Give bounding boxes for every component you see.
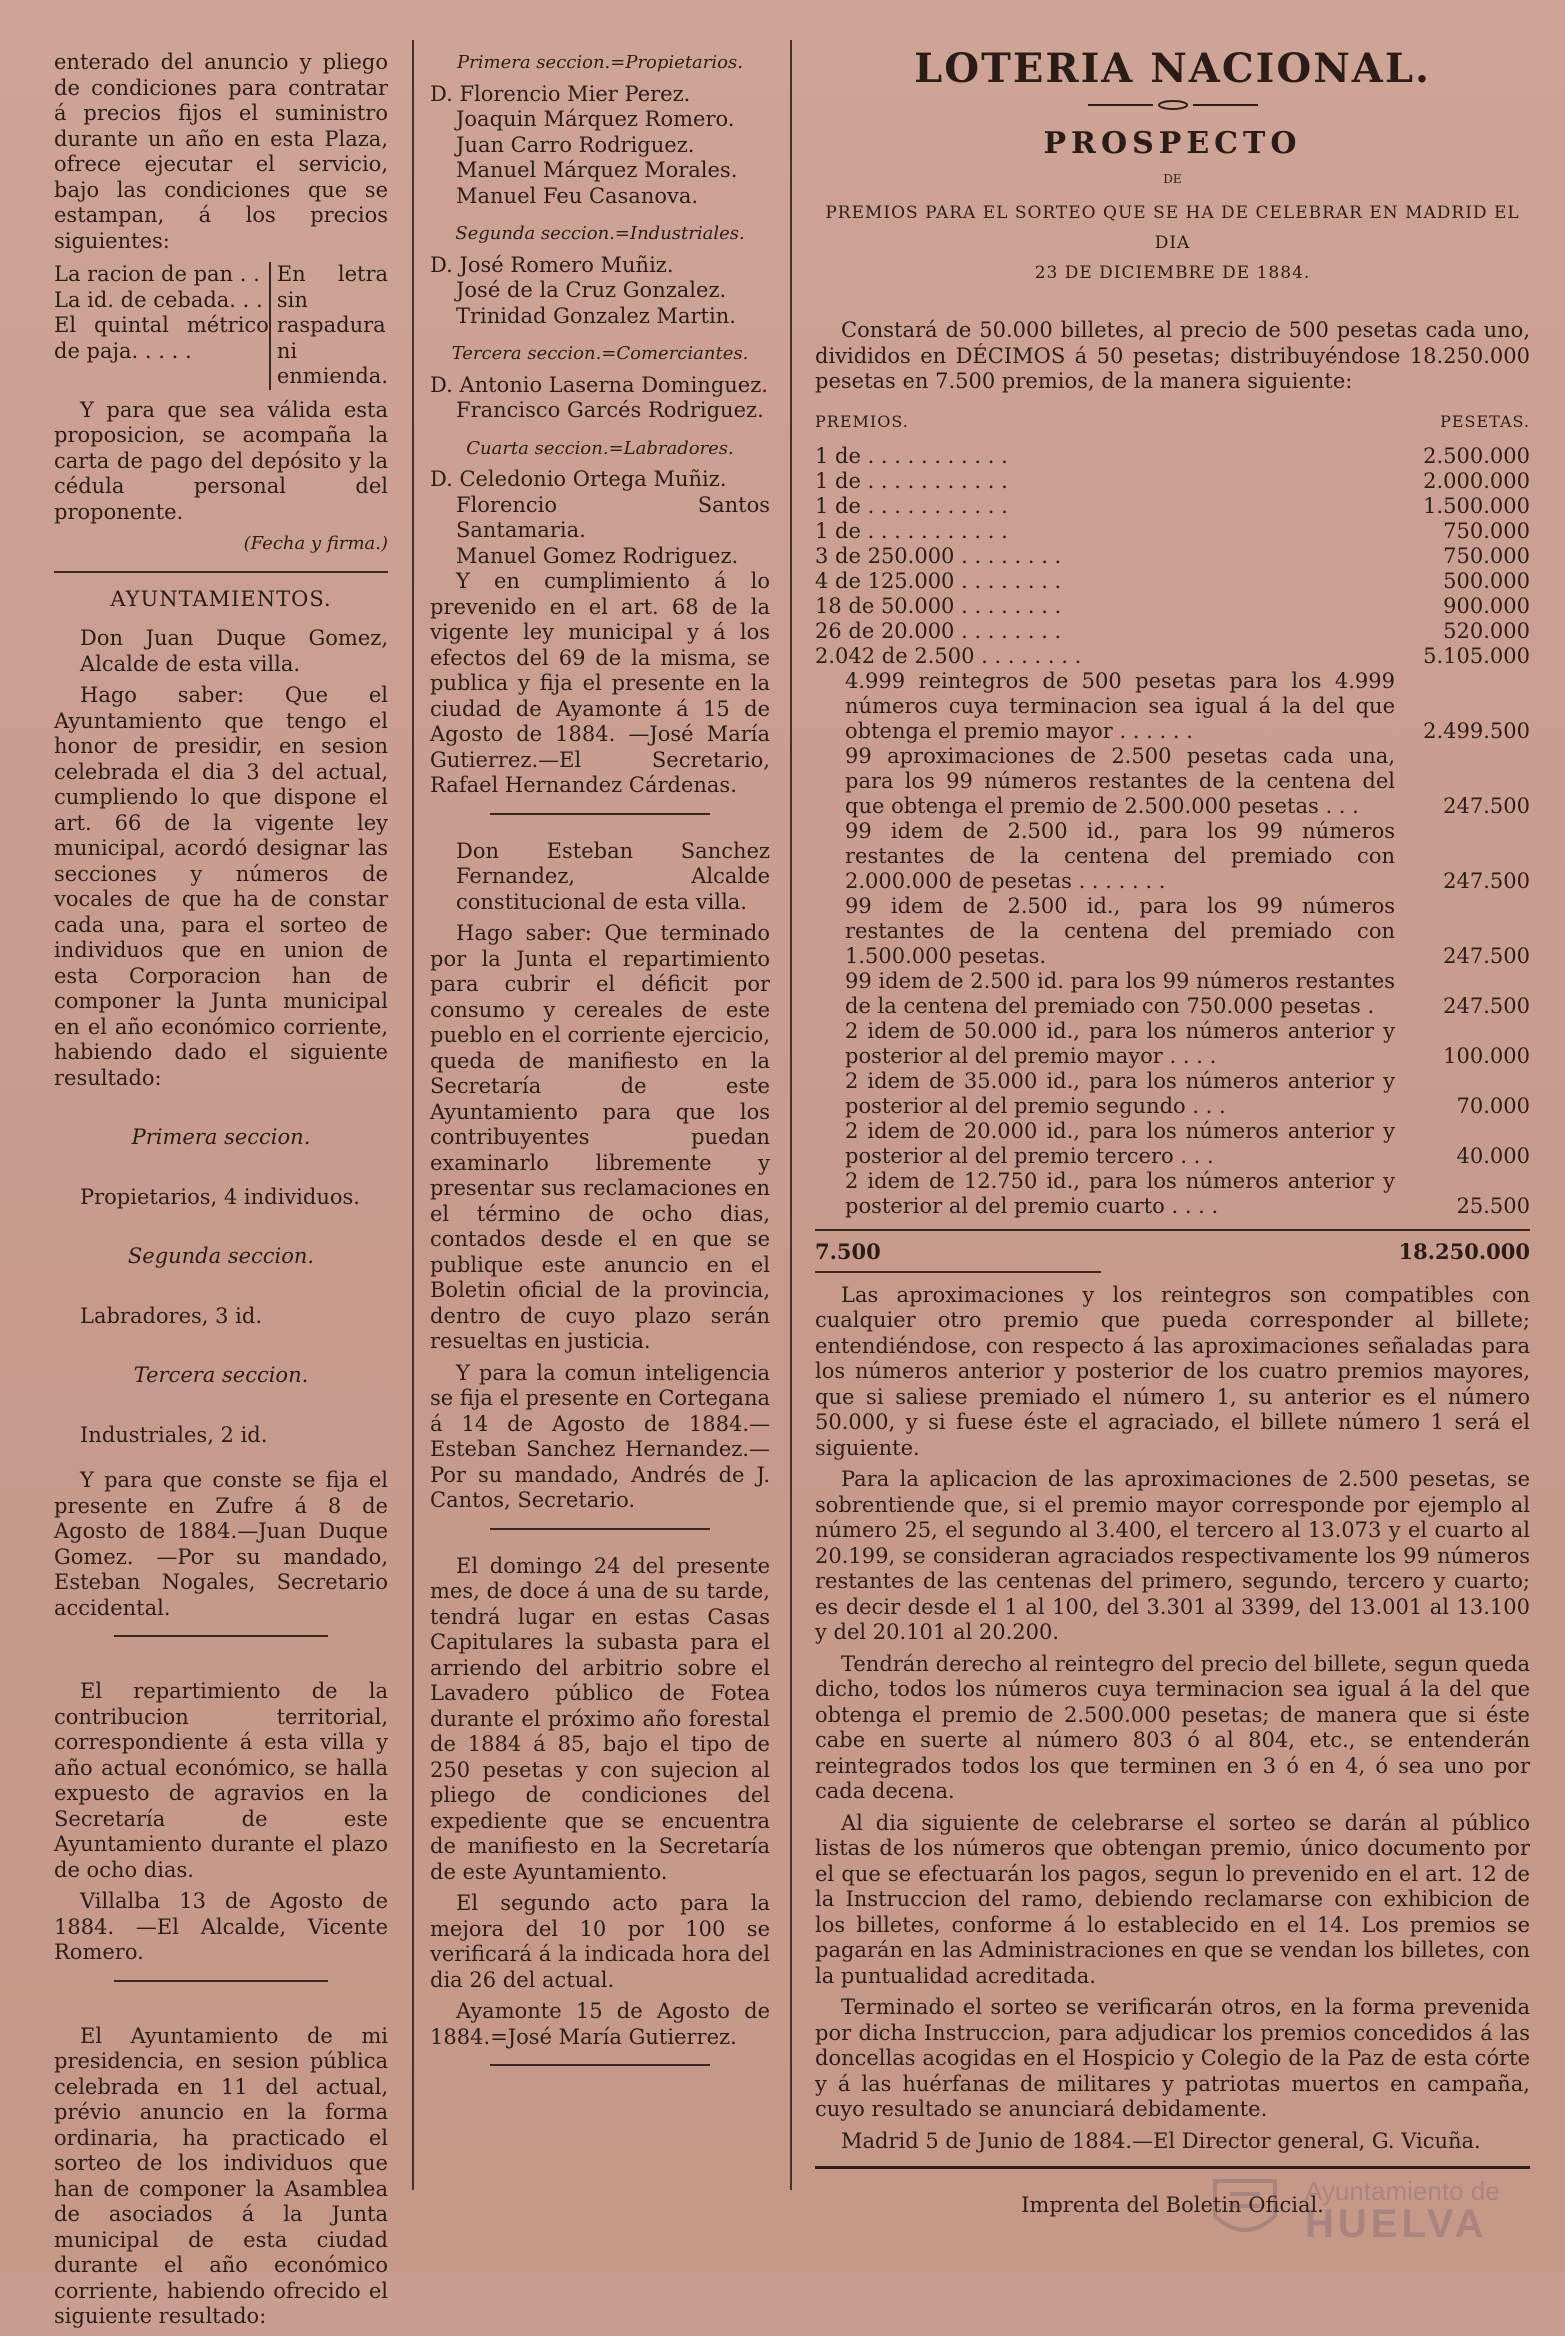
prize-value: 40.000 [1456,1144,1530,1168]
name-item: Florencio Santos Santamaria. [456,492,770,542]
prize-row [815,894,1530,969]
prize-label: 2 idem de 12.750 id., para los números anterior y posterior al del premio cuarto . . . . [845,1169,1395,1218]
prospect-header-line1: PREMIOS PARA EL SORTEO QUE SE HA DE CELEBRAR EN MADRID EL DIA [825,203,1520,253]
prize-value: 2.500.000 [1423,444,1530,468]
paragraph-3: Tendrán derecho al reintegro del precio del billete, segun queda dicho, todos los números cuya terminacion sea igual á la del que obtenga el premio de 2.500.000 pesetas; de manera que si éste cabe en suerte al número 803 ó al 804, etc., se entenderán reintegrados todos los que terminen en 3 ó en 4, ó sea uno por cada decena. [815,1651,1530,1803]
prize-row [815,619,1530,644]
prize-row [815,1119,1530,1169]
villalba-body: El repartimiento de la contribucion territorial, correspondiente á esta villa y año actual económico, se halla expuesto de agravios en la Secretaría de este Ayuntamiento durante el plazo de ocho dias. [54,1679,388,1882]
cortegana-end: Y para la comun inteligencia se fija el presente en Cortegana á 14 de Agosto de 1884.—Esteban Sanchez Hernandez.—Por su mandado, Andrés de J. Cantos, Secretario. [430,1360,770,1512]
price-conditions [54,262,388,390]
section-1-value: Propietarios, 4 individuos. [80,1184,360,1209]
prize-value: 750.000 [1443,519,1530,543]
section-heading: Tercera seccion.=Comerciantes. [451,343,749,364]
proposal-intro: enterado del anuncio y pliego de condiciones para contratar á precios fijos el suministro durante un año en esta Plaza, ofrece ejecutar el servicio, bajo las condiciones que se estampan, á los precios siguientes: [54,50,388,253]
crest-icon [1195,2176,1295,2246]
prize-value: 2.499.500 [1423,719,1530,743]
ayamonte-end: Y en cumplimiento á lo prevenido en el art. 68 de la vigente ley municipal y á los efectos del 69 de la misma, se publica y fija el presente en la ciudad de Ayamonte á 15 de Agosto de 1884. —José María Gutierrez.—El Secretario, Rafael Hernandez Cárdenas. [430,569,770,797]
section-2-value: Labradores, 3 id. [80,1303,263,1328]
name-item: D. Florencio Mier Perez. [430,81,691,106]
cortegana-intro: Don Esteban Sanchez Fernandez, Alcalde constitucional de esta villa. [456,838,770,914]
prize-row [815,1019,1530,1069]
imprenta-line: Imprenta del Boletin Oficial. [1021,2193,1324,2217]
column-header-premios: PREMIOS. [815,411,909,431]
prize-row [815,644,1530,669]
column-divider-1 [412,40,414,2190]
prize-row [815,569,1530,594]
prize-value: 25.500 [1456,1194,1530,1218]
name-item: José de la Cruz Gonzalez. [456,278,727,302]
zufre-intro: Don Juan Duque Gomez, Alcalde de esta villa. [80,626,388,676]
column-header-pesetas: PESETAS. [1440,411,1530,431]
prize-row [815,469,1530,494]
name-list [430,467,770,569]
prize-row [815,969,1530,1019]
ayamonte-body: El Ayuntamiento de mi presidencia, en sesion pública celebrada en 11 del actual, prévio anuncio en la forma ordinaria, ha practicado el sorteo de los individuos que han de componer la Asamblea de asociados á la Junta municipal de esta ciudad durante el año económico corriente, habiendo ofrecido el siguiente resultado: [54,2023,388,2328]
prize-total-row [815,1229,1530,1265]
column-1 [54,50,388,2336]
name-item: D. Celedonio Ortega Muñiz. [430,467,727,491]
section-3-value: Industriales, 2 id. [80,1422,268,1447]
section-heading: Segunda seccion.=Industriales. [455,223,745,244]
watermark-logo [1195,2176,1525,2246]
prize-label: 3 de 250.000 . . . . . . . . [815,544,1062,568]
validity-text: Y para que sea válida esta proposicion, se acompaña la carta de pago del depósito y la cédula personal del proponente. [54,397,388,524]
prize-value: 900.000 [1443,594,1530,618]
prize-row [815,544,1530,569]
lottery-intro: Constará de 50.000 billetes, al precio de 500 pesetas cada uno, divididos en DÉCIMOS á 50 pesetas; distribuyéndose 18.250.000 pesetas en 7.500 premios, de la manera siguiente: [815,318,1530,393]
prize-row [815,494,1530,519]
watermark-line2: HUELVA [1305,2202,1488,2246]
paragraph-2: Para la aplicacion de las aproximaciones de 2.500 pesetas, se sobrentiende que, si el premio mayor corresponde por ejemplo al número 25, el segundo al 3.400, el tercero al 13.073 y el cuarto al 20.199, se consideran agraciados respectivamente los 99 números restantes de las centenas del primero, segundo, tercero y cuarto; es decir desde el 1 al 100, del 3.301 al 3399, del 13.001 al 13.100 y del 20.101 al 20.200. [815,1467,1530,1644]
condition-item: La racion de pan . . [54,262,260,286]
prize-label: 2.042 de 2.500 . . . . . . . . [815,644,1082,668]
paragraph-5: Terminado el sorteo se verificarán otros, en la forma prevenida por dicha Instruccion, para adjudicar los premios concedidos á las doncellas acogidas en el Hospicio y Colegio de la Paz de esta córte y á las huérfanas de militares y patriotas muertos en campaña, cuyo resultado se anunciará debidamente. [815,1995,1530,2121]
name-item: D. José Romero Muñiz. [430,252,674,277]
prize-value: 247.500 [1443,944,1530,968]
prize-value: 247.500 [1443,869,1530,893]
prize-value: 500.000 [1443,569,1530,593]
prize-row [815,1069,1530,1119]
prize-row [815,1169,1530,1219]
prize-label: 1 de . . . . . . . . . . . [815,469,1008,493]
prize-row [815,819,1530,894]
column-3 [815,45,1530,2219]
prize-value: 100.000 [1443,1044,1530,1068]
villalba-end: Villalba 13 de Agosto de 1884. —El Alcalde, Vicente Romero. [54,1889,388,1964]
prize-label: 99 idem de 2.500 id., para los 99 números restantes de la centena del premiado con 1.500.000 pesetas. [845,894,1395,968]
prize-row [815,444,1530,469]
condition-item: El quintal métrico de paja. . . . . [54,313,269,363]
prize-label: 99 aproximaciones de 2.500 pesetas cada una, para los 99 números restantes de la centena del que obtenga el premio de 2.500.000 pesetas . . . [845,744,1395,818]
prize-label: 4 de 125.000 . . . . . . . . [815,569,1062,593]
fotea-second: El segundo acto para la mejora del 10 por 100 se verificará á la indicada hora del dia 26 del actual. [430,1891,770,1992]
ornament-icon [815,92,1530,118]
name-item: Manuel Márquez Morales. [456,158,738,182]
prize-label: 2 idem de 35.000 id., para los números anterior y posterior al del premio segundo . . . [845,1069,1395,1118]
name-list [430,82,770,210]
condition-note: En letra sin raspadura ni enmienda. [276,262,389,388]
name-list [430,253,770,330]
signature-note: (Fecha y firma.) [243,533,388,554]
prize-value: 2.000.000 [1423,469,1530,493]
cortegana-body: Hago saber: Que terminado por la Junta el repartimiento para cubrir el déficit por consumo y cereales de este pueblo en el corriente ejercicio, queda de manifiesto en la Secretaría de este Ayuntamiento para que los contribuyentes puedan examinarlo libremente y presentar sus reclamaciones en el término de ocho dias, contados desde el en que se publique este anuncio en el Boletin oficial de la provincia, dentro de cuyo plazo serán resueltas en justicia. [430,921,770,1353]
section-2-label: Segunda seccion. [127,1244,315,1268]
fotea-body: El domingo 24 del presente mes, de doce á una de su tarde, tendrá lugar en estas Casas Capitulares la subasta para el arriendo del arbitrio sobre el Lavadero público de Fotea durante el próximo año forestal de 1884 á 85, bajo el tipo de 250 pesetas y con sujecion al pliego de condiciones del expediente que se encuentra de manifiesto en la Secretaría de este Ayuntamiento. [430,1553,770,1884]
prize-label: 2 idem de 50.000 id., para los números anterior y posterior al del premio mayor . . . . [845,1019,1395,1068]
prize-table [815,444,1530,1219]
prize-row [815,594,1530,619]
watermark-line1: Ayuntamiento de [1305,2176,1500,2206]
prospect-de: DE [1163,171,1182,186]
name-item: Joaquin Márquez Romero. [456,107,735,131]
prize-label: 99 idem de 2.500 id. para los 99 números restantes de la centena del premiado con 750.000 pesetas . [845,969,1395,1018]
zufre-end: Y para que conste se fija el presente en Zufre á 8 de Agosto de 1884.—Juan Duque Gomez. —Por su mandado, Esteban Nogales, Secretario accidental. [54,1468,388,1620]
prize-value: 5.105.000 [1423,644,1530,668]
prize-label: 26 de 20.000 . . . . . . . . [815,619,1062,643]
section-3-label: Tercera seccion. [133,1363,309,1387]
prize-label: 1 de . . . . . . . . . . . [815,444,1008,468]
prize-label: 4.999 reintegros de 500 pesetas para los 4.999 números cuya terminacion sea igual á la del que obtenga el premio mayor . . . . . . [845,669,1395,743]
prize-value: 247.500 [1443,994,1530,1018]
total-value: 18.250.000 [1398,1239,1530,1264]
prize-row [815,744,1530,819]
section-heading: Cuarta seccion.=Labradores. [466,437,734,459]
prize-label: 1 de . . . . . . . . . . . [815,519,1008,543]
condition-item: La id. de cebada. . . [54,287,263,312]
name-item: Manuel Gomez Rodriguez. [456,543,739,568]
column-2 [430,50,770,2080]
name-item: Trinidad Gonzalez Martin. [456,303,736,328]
name-item: D. Antonio Laserna Dominguez. [430,372,768,397]
column-divider-2 [790,40,792,2190]
prize-label: 18 de 50.000 . . . . . . . . [815,594,1062,618]
prize-label: 99 idem de 2.500 id., para los 99 números restantes de la centena del premiado con 2.000.000 de pesetas . . . . . . . [845,819,1395,893]
section-heading: Primera seccion.=Propietarios. [457,52,743,73]
prospect-title: PROSPECTO [1043,126,1302,161]
section-title: AYUNTAMIENTOS. [110,586,332,611]
section-1-label: Primera seccion. [131,1125,311,1149]
prize-value: 70.000 [1456,1094,1530,1118]
prospect-header-line2: 23 DE DICIEMBRE DE 1884. [1034,263,1311,283]
prize-row [815,669,1530,744]
name-item: Francisco Garcés Rodriguez. [456,398,764,422]
lottery-title: LOTERIA NACIONAL. [914,45,1431,92]
fotea-end: Ayamonte 15 de Agosto de 1884.=José María Gutierrez. [430,1999,770,2049]
prize-value: 520.000 [1443,619,1530,643]
paragraph-1: Las aproximaciones y los reintegros son compatibles con cualquier otro premio que pueda corresponder al billete; entendiéndose, con respecto á las aproximaciones señaladas para los números anterior y posterior de los cuatro premios mayores, que si saliese premiado el número 1, su anterior es el número 50.000, y si fuese éste el agraciado, el billete número 1 será el siguiente. [815,1282,1530,1460]
prize-value: 247.500 [1443,794,1530,818]
prize-value: 750.000 [1443,544,1530,568]
prize-label: 2 idem de 20.000 id., para los números anterior y posterior al del premio tercero . . . [845,1119,1395,1168]
zufre-body: Hago saber: Que el Ayuntamiento que tengo el honor de presidir, en sesion celebrada el dia 3 del actual, cumpliendo lo que dispone el art. 66 de la vigente ley municipal, acordó designar las secciones y números de vocales de que ha de constar cada una, para el sorteo de individuos que en union de esta Corporacion han de componer la Junta municipal en el año económico corriente, habiendo dado el siguiente resultado: [54,683,388,1090]
name-item: Manuel Feu Casanova. [456,183,699,208]
signature-date: Madrid 5 de Junio de 1884.—El Director general, G. Vicuña. [841,2128,1481,2153]
total-count: 7.500 [815,1239,881,1264]
prize-value: 1.500.000 [1423,494,1530,518]
name-item: Juan Carro Rodriguez. [456,132,695,157]
name-list [430,373,770,424]
prize-row [815,519,1530,544]
prize-label: 1 de . . . . . . . . . . . [815,494,1008,518]
paragraph-4: Al dia siguiente de celebrarse el sorteo se darán al público listas de los números que obtengan premio, único documento por el que se efectuarán los pagos, segun lo prevenido en el art. 12 de la Instruccion del ramo, debiendo reclamarse con exhibicion de los billetes, conforme á lo establecido en el 14. Los premios se pagarán en las Administraciones en que se vendan los billetes, con la puntualidad acreditada. [815,1810,1530,1988]
